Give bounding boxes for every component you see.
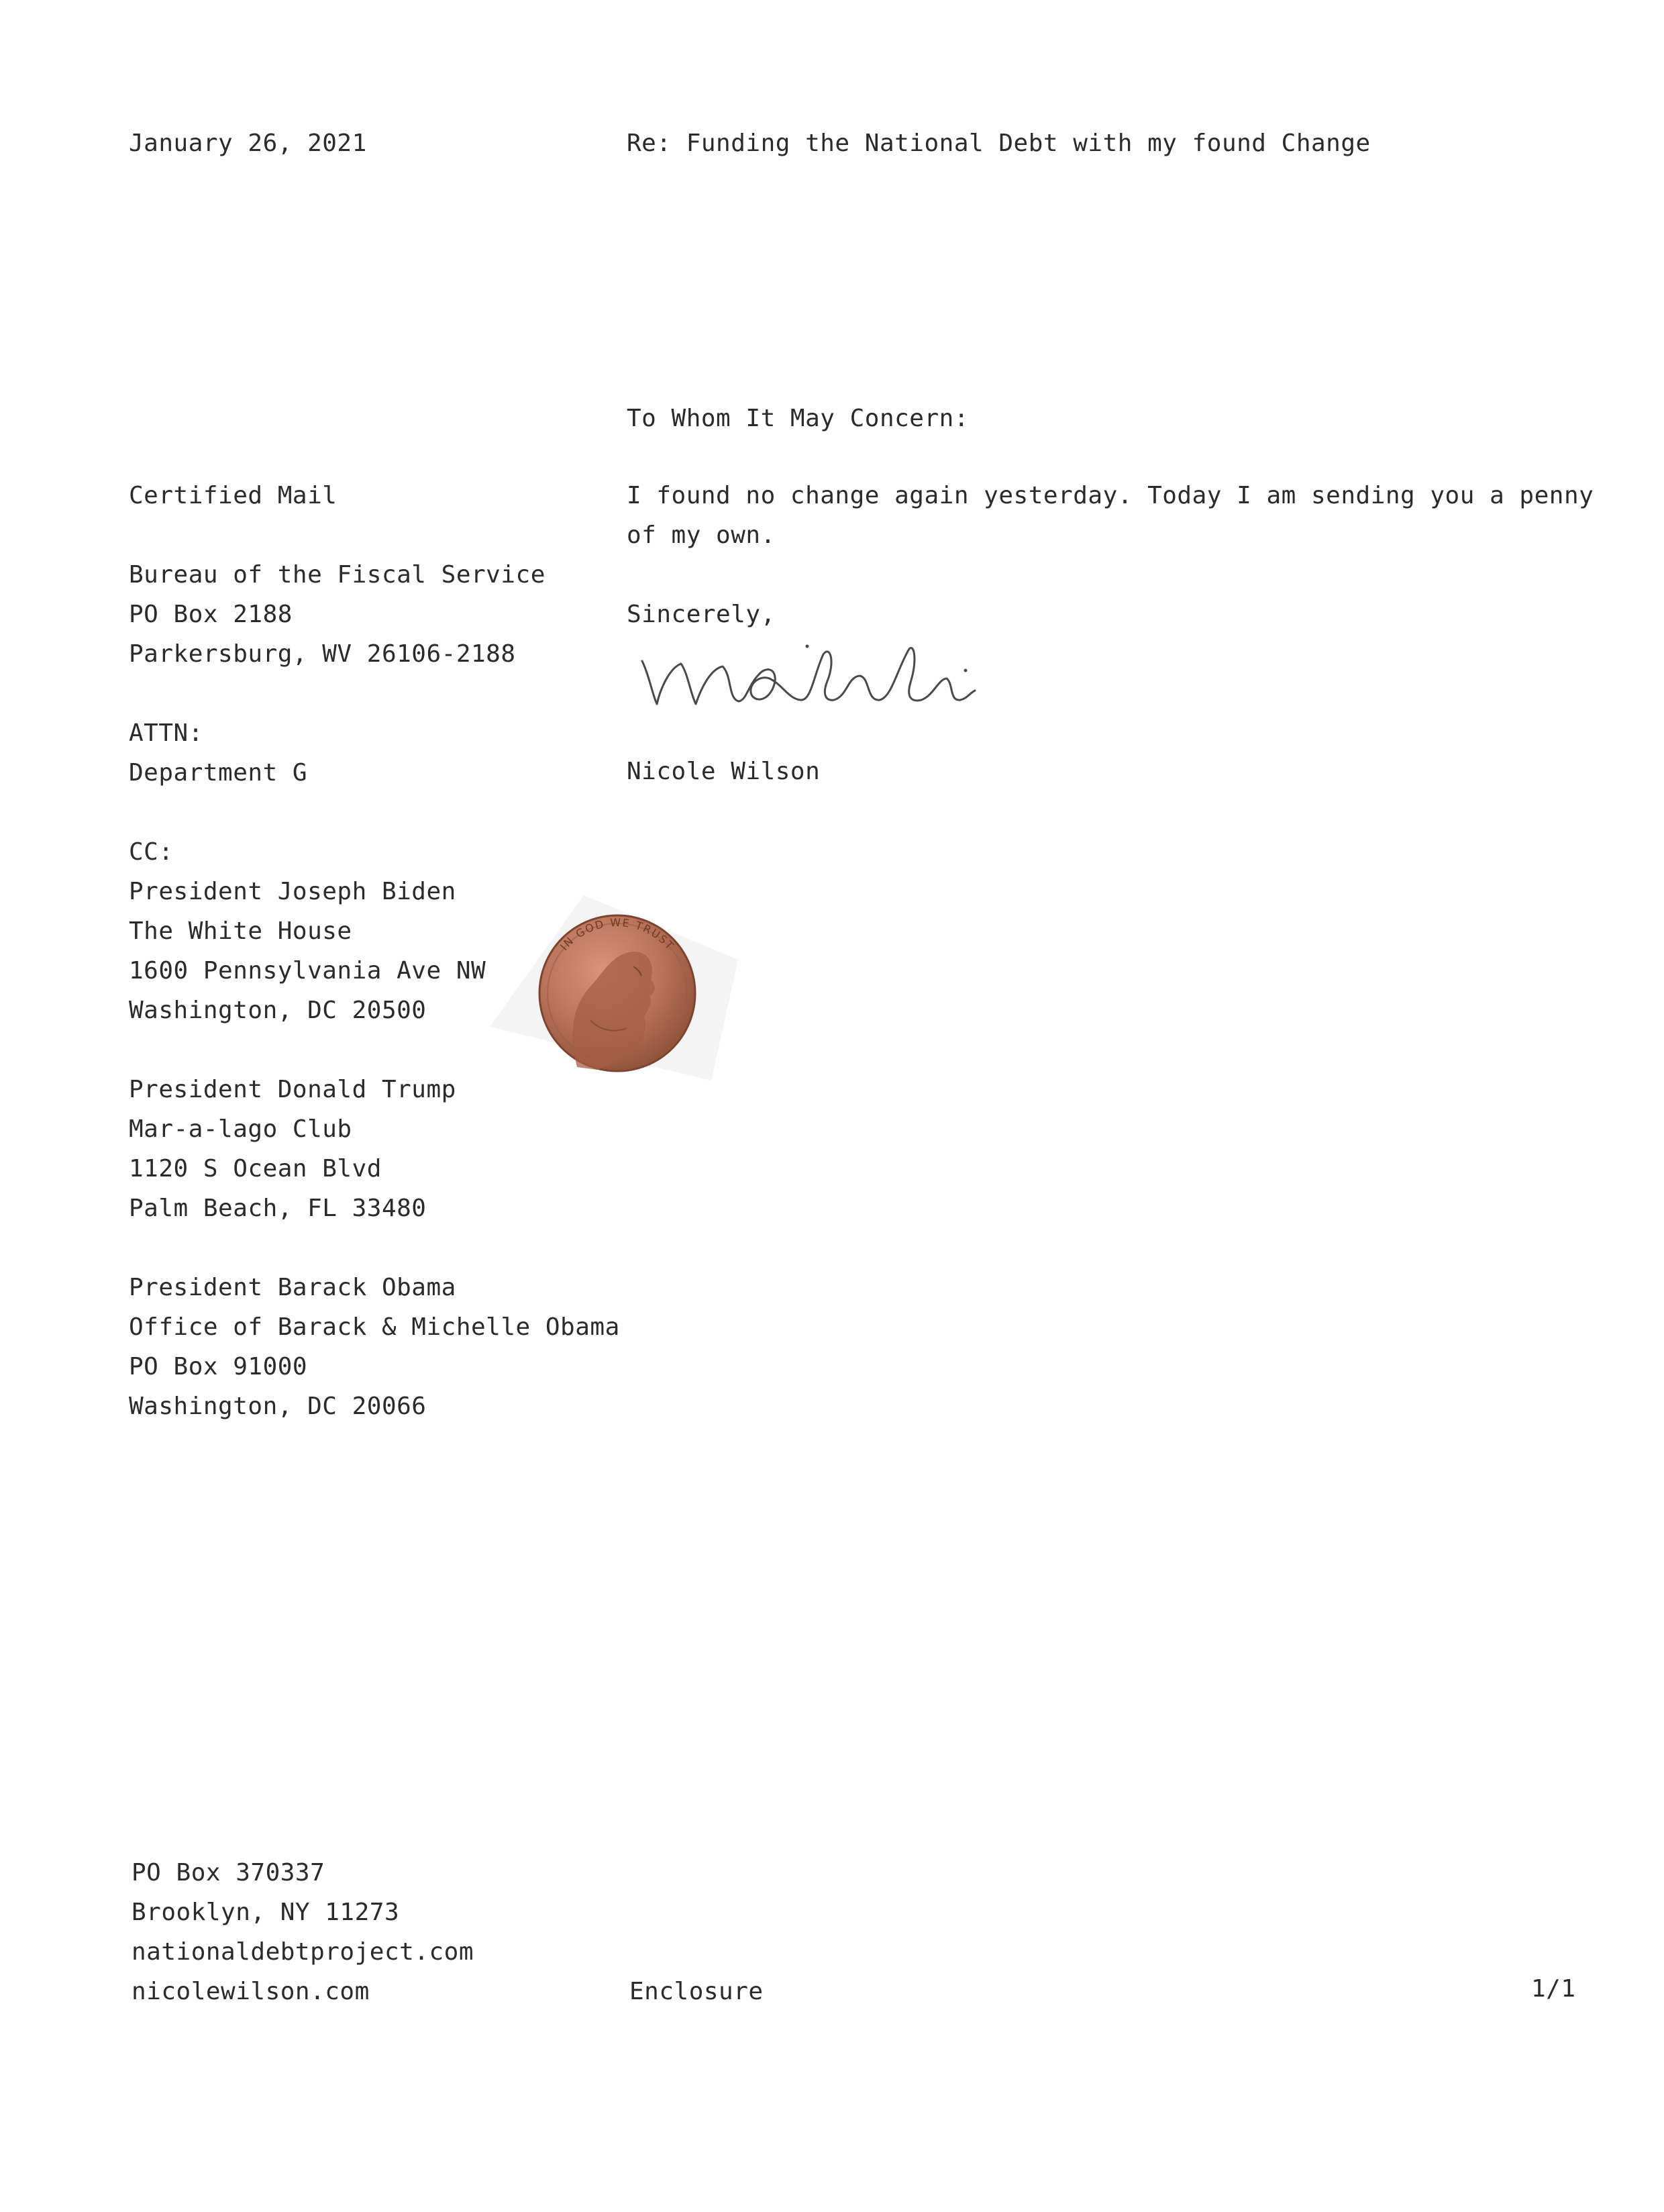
sender-website: nicolewilson.com — [132, 1978, 370, 2005]
cc-address-line: PO Box 91000 — [129, 1353, 308, 1380]
delivery-method: Certified Mail — [129, 482, 337, 509]
recipient-address-line: Bureau of the Fiscal Service — [129, 561, 545, 589]
cc-address-line: Office of Barack & Michelle Obama — [129, 1313, 620, 1341]
cc-address-line: 1600 Pennsylvania Ave NW — [129, 957, 486, 985]
signer-name: Nicole Wilson — [627, 758, 821, 785]
cc-address-line: Washington, DC 20500 — [129, 997, 427, 1024]
cc-address-line: President Barack Obama — [129, 1274, 456, 1301]
salutation: To Whom It May Concern: — [627, 405, 969, 432]
sender-website: nationaldebtproject.com — [132, 1938, 474, 1966]
body-line: I found no change again yesterday. Today I am sending you a penny — [627, 482, 1594, 509]
attn-label: ATTN: — [129, 719, 203, 747]
recipient-address-line: Parkersburg, WV 26106-2188 — [129, 640, 516, 668]
body-line: of my own. — [627, 521, 776, 549]
cc-address-line: President Donald Trump — [129, 1076, 456, 1103]
cc-address-line: Palm Beach, FL 33480 — [129, 1195, 427, 1222]
penny-inscription: IN GOD WE TRUST — [557, 915, 677, 953]
signature-icon — [634, 634, 996, 721]
letter-subject: Re: Funding the National Debt with my found Change — [627, 130, 1371, 157]
letter-body — [627, 476, 1594, 634]
cc-address-line: The White House — [129, 917, 352, 945]
cc-address-line: President Joseph Biden — [129, 878, 456, 905]
cc-address-line: Washington, DC 20066 — [129, 1393, 427, 1420]
enclosure-note: Enclosure — [629, 1978, 764, 2005]
cc-address-line: 1120 S Ocean Blvd — [129, 1155, 382, 1183]
letter-date: January 26, 2021 — [129, 130, 367, 157]
recipient-address-line: PO Box 2188 — [129, 601, 293, 628]
cc-address-line: Mar-a-lago Club — [129, 1115, 352, 1143]
sender-address-line: Brooklyn, NY 11273 — [132, 1899, 400, 1926]
sender-address-line: PO Box 370337 — [132, 1859, 325, 1887]
page-number: 1/1 — [1531, 1975, 1576, 2003]
sender-address — [132, 1853, 474, 2011]
closing: Sincerely, — [627, 601, 776, 628]
penny-coin-icon — [490, 886, 745, 1101]
attn-value: Department G — [129, 759, 308, 787]
cc-label: CC: — [129, 838, 174, 866]
